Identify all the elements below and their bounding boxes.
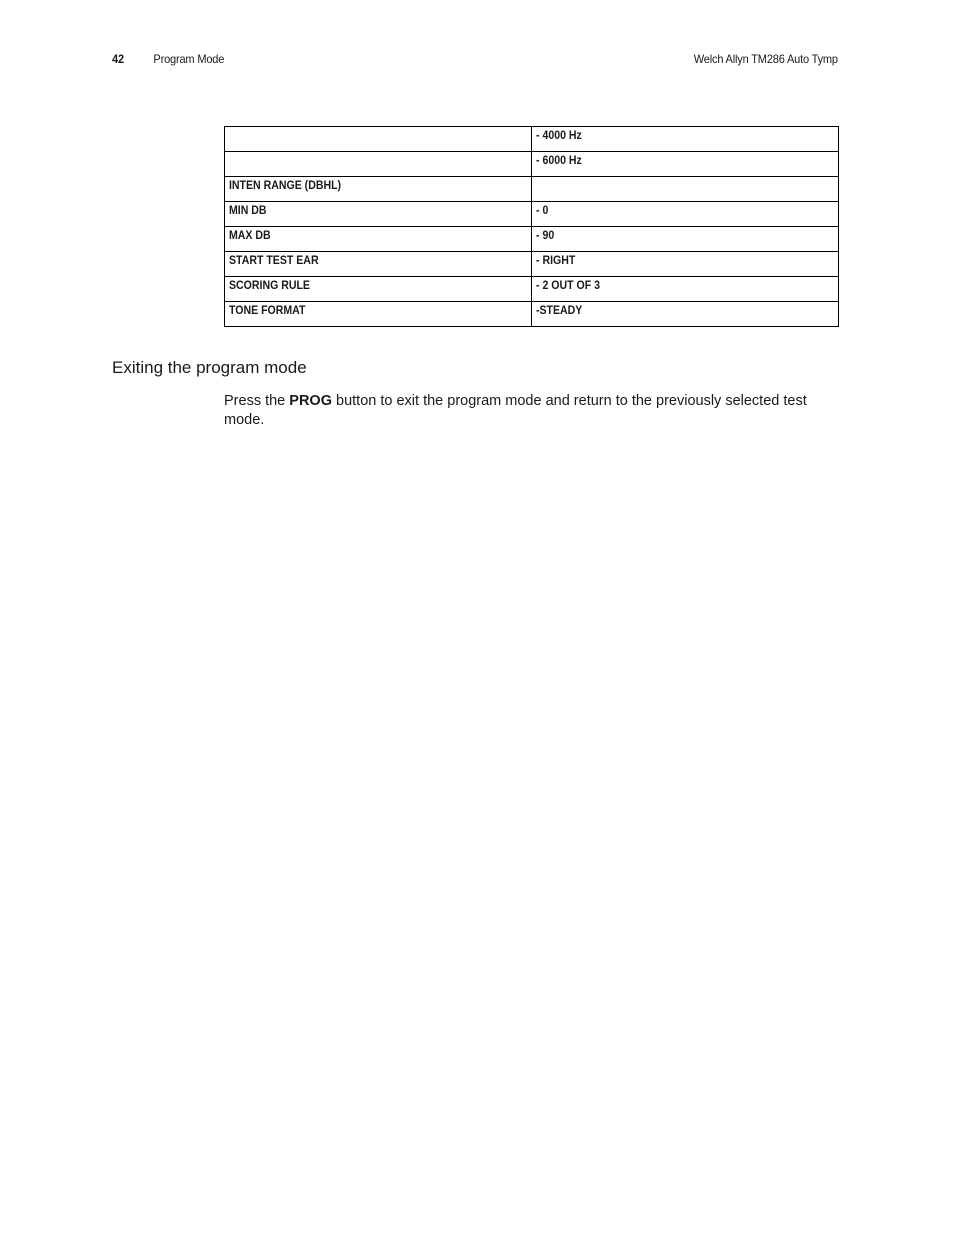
setting-value-cell [532,127,839,152]
setting-name-cell [225,302,532,327]
setting-name-cell [225,127,532,152]
setting-name: TONE FORMAT [229,303,306,317]
table-row [225,177,839,202]
header-document-title: Welch Allyn TM286 Auto Tymp [693,52,838,66]
table-row [225,277,839,302]
paragraph-text-end: button to exit the program mode and return to the previously selected test mode. [224,393,807,428]
setting-name: SCORING RULE [229,278,310,292]
setting-name-cell [225,202,532,227]
setting-name-cell [225,152,532,177]
setting-name: MIN DB [229,203,267,217]
setting-value-cell [532,177,839,202]
setting-value-cell [532,202,839,227]
table-row [225,227,839,252]
table-row [225,127,839,152]
setting-name: START TEST EAR [229,253,319,267]
table-row [225,202,839,227]
setting-value: - 90 [536,228,555,242]
table-row [225,252,839,277]
setting-name-cell [225,227,532,252]
setting-value-cell [532,227,839,252]
setting-value: -STEADY [536,303,583,317]
setting-value: - RIGHT [536,253,576,267]
body-paragraph [224,392,836,430]
setting-value: - 6000 Hz [536,153,582,167]
prog-button-name: PROG [289,393,332,409]
header-section-name: Program Mode [153,52,225,66]
setting-name: MAX DB [229,228,271,242]
page-number: 42 [112,52,124,66]
paragraph-text-start: Press the [224,393,290,409]
setting-value: - 2 OUT OF 3 [536,278,600,292]
setting-value-cell [532,152,839,177]
running-header [112,52,838,70]
setting-value-cell [532,277,839,302]
program-settings-table [224,126,839,327]
setting-value: - 0 [536,203,549,217]
table-row [225,152,839,177]
setting-name-cell [225,252,532,277]
section-heading: Exiting the program mode [112,358,307,377]
setting-name-cell [225,177,532,202]
setting-value-cell [532,302,839,327]
setting-value-cell [532,252,839,277]
setting-value: - 4000 Hz [536,128,582,142]
setting-name-cell [225,277,532,302]
setting-name: INTEN RANGE (DBHL) [229,178,342,192]
table-row [225,302,839,327]
